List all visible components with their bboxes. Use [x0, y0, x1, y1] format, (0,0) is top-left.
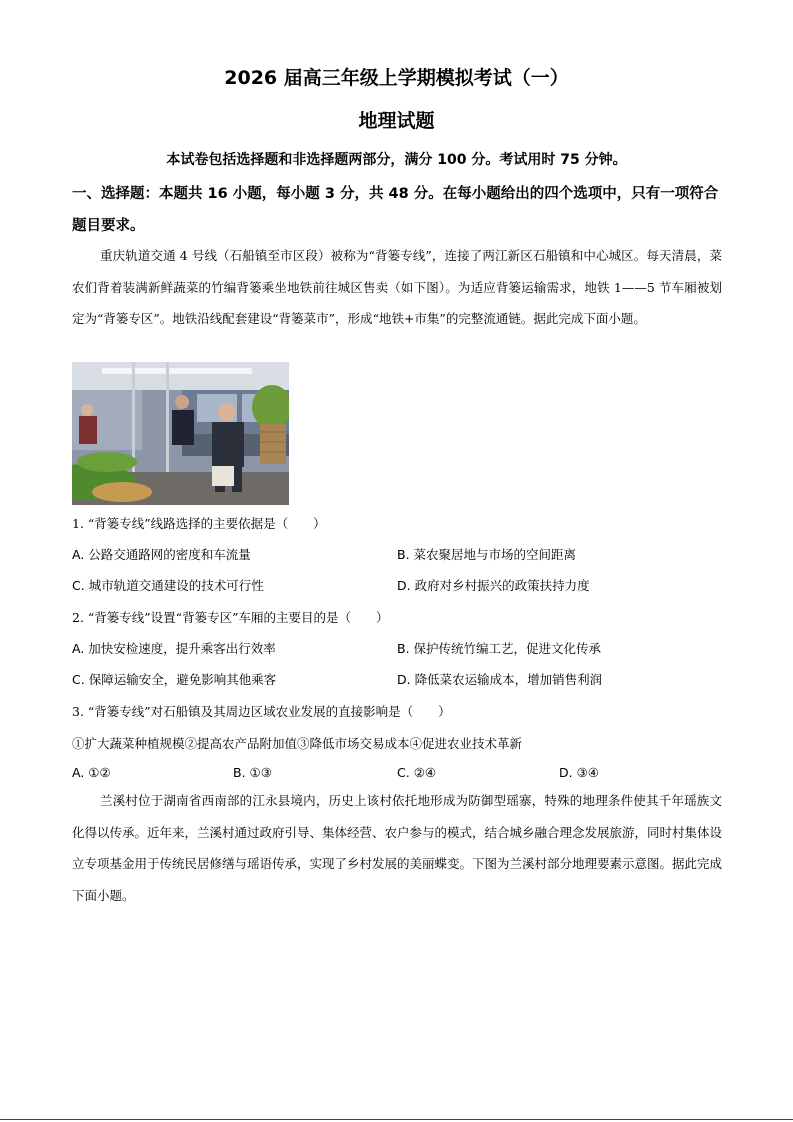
- option-letter: B.: [233, 765, 246, 780]
- question-3-statements: ①扩大蔬菜种植规模②提高农产品附加值③降低市场交易成本④促进农业技术革新: [72, 736, 523, 751]
- q2-option-d[interactable]: [397, 670, 602, 688]
- passage-1: 重庆轨道交通 4 号线（石船镇至市区段）被称为“背篓专线”，连接了两江新区石船镇和中心城区。每天清晨，菜农们背着装满新鲜蔬菜的竹编背篓乘坐地铁前往城区售卖（如下图）。为适应背篓运输需求，地铁 1——5 节车厢被划定为“背篓专区”。地铁沿线配套建设“背篓菜市”，形成“地铁+市集”的完整流通链。据此完成下面小题。: [72, 248, 722, 326]
- exam-intro: 本试卷包括选择题和非选择题两部分，满分 100 分。考试用时 75 分钟。: [166, 152, 627, 168]
- option-text: 加快安检速度，提升乘客出行效率: [88, 641, 276, 656]
- option-letter: C.: [72, 578, 85, 593]
- option-text: ①②: [88, 765, 111, 780]
- question-3-stem: 3. “背篓专线”对石船镇及其周边区域农业发展的直接影响是（ ）: [72, 704, 451, 719]
- option-text: 城市轨道交通建设的技术可行性: [88, 578, 264, 593]
- option-letter: D.: [397, 672, 411, 687]
- option-letter: C.: [72, 672, 85, 687]
- q3-option-b[interactable]: [233, 765, 272, 780]
- option-letter: B.: [397, 547, 410, 562]
- q2-option-a[interactable]: [72, 639, 276, 657]
- option-text: ③④: [576, 765, 600, 780]
- option-letter: D.: [397, 578, 411, 593]
- section-heading: 一、选择题：本题共 16 小题，每小题 3 分，共 48 分。在每小题给出的四个选项中，只有一项符合题目要求。: [72, 186, 719, 234]
- subway-backbasket-photo: [72, 362, 289, 505]
- q3-option-a[interactable]: [72, 765, 111, 780]
- option-text: 降低菜农运输成本，增加销售利润: [414, 672, 603, 687]
- q2-option-b[interactable]: [397, 639, 601, 657]
- option-letter: B.: [397, 641, 410, 656]
- option-text: 保护传统竹编工艺，促进文化传承: [413, 641, 602, 656]
- option-letter: C.: [397, 765, 410, 780]
- q1-option-a[interactable]: [72, 545, 251, 563]
- option-text: ②④: [413, 765, 437, 780]
- exam-title: 2026 届高三年级上学期模拟考试（一）: [224, 67, 569, 89]
- q1-option-d[interactable]: [397, 576, 590, 594]
- q3-option-c[interactable]: [397, 765, 436, 780]
- q2-option-c[interactable]: [72, 670, 276, 688]
- option-letter: A.: [72, 641, 85, 656]
- option-text: 政府对乡村振兴的政策扶持力度: [414, 578, 590, 593]
- question-2-stem: 2. “背篓专线”设置“背篓专区”车厢的主要目的是（ ）: [72, 610, 389, 625]
- option-text: 公路交通路网的密度和车流量: [88, 547, 251, 562]
- subject-title: 地理试题: [358, 110, 435, 132]
- option-text: 菜农聚居地与市场的空间距离: [413, 547, 577, 562]
- option-letter: A.: [72, 765, 85, 780]
- passage-2: 兰溪村位于湖南省西南部的江永县境内，历史上该村依托地形成为防御型瑶寨，特殊的地理条件使其千年瑶族文化得以传承。近年来，兰溪村通过政府引导、集体经营、农户参与的模式，结合城乡融合理念发展旅游，同时村集体设立专项基金用于传统民居修缮与瑶语传承，实现了乡村发展的美丽蝶变。下图为兰溪村部分地理要素示意图。据此完成下面小题。: [72, 793, 723, 903]
- question-1-stem: 1. “背篓专线”线路选择的主要依据是（ ）: [72, 516, 326, 531]
- q3-option-d[interactable]: [559, 765, 599, 780]
- option-letter: A.: [72, 547, 85, 562]
- page-bottom-rule: [0, 1119, 793, 1120]
- q1-option-b[interactable]: [397, 545, 576, 563]
- option-text: 保障运输安全，避免影响其他乘客: [88, 672, 277, 687]
- option-text: ①③: [249, 765, 272, 780]
- option-letter: D.: [559, 765, 573, 780]
- q1-option-c[interactable]: [72, 576, 264, 594]
